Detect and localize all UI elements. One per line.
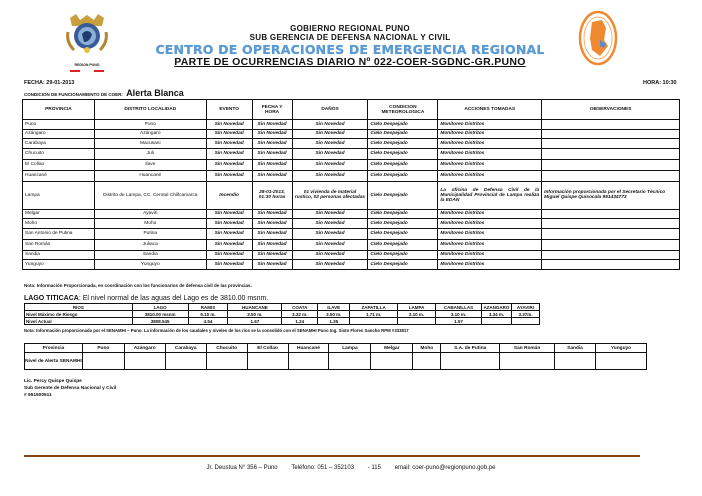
footer-phone: Teléfono: 051 – 352103	[291, 465, 355, 471]
lake-cell: 1.71 m.	[350, 311, 398, 318]
col-distrito: DISTRITO LOCALIDAD	[94, 100, 206, 120]
table-cell	[542, 148, 680, 159]
table-cell: Sin Novedad	[292, 260, 368, 270]
coer-condition	[24, 88, 184, 98]
table-cell: Sin Novedad	[206, 139, 252, 149]
col-danos: DAÑOS	[292, 100, 368, 120]
table-row	[23, 148, 680, 159]
table-cell: Sin Novedad	[206, 219, 252, 229]
lake-cell	[481, 318, 511, 325]
table-cell: Monitoreo Distritos	[438, 219, 542, 229]
signature-block	[24, 378, 116, 399]
alert-status: Alerta Blanca	[126, 88, 184, 98]
table-cell	[542, 120, 680, 130]
lake-cell: 3.50 m.	[318, 311, 350, 318]
alert-row-label: Nivel de Alerta SENAMHI	[25, 353, 83, 370]
table-cell: Yunguyo	[23, 260, 95, 270]
alert-col-header: S.A. de Putina	[441, 344, 500, 353]
table-cell: Sin Novedad	[206, 170, 252, 181]
table-cell: El Collao	[23, 159, 95, 170]
alert-col-header: Huancané	[288, 344, 329, 353]
alert-cell	[329, 353, 371, 370]
lake-cell: 3.10 m.	[398, 311, 436, 318]
table-cell: Sin Novedad	[206, 129, 252, 139]
table-row	[23, 260, 680, 270]
table-cell: Sin Novedad	[206, 120, 252, 130]
table-cell: Cielo Despejado	[368, 120, 438, 130]
table-cell: Monitoreo Distritos	[438, 139, 542, 149]
lake-title	[24, 295, 268, 302]
table-row	[23, 159, 680, 170]
table-cell: Sin Novedad	[292, 228, 368, 239]
table-cell: Monitoreo Distritos	[438, 260, 542, 270]
table-cell: Monitoreo Distritos	[438, 129, 542, 139]
table-cell: Cielo Despejado	[368, 139, 438, 149]
table-cell: Monitoreo Distritos	[438, 228, 542, 239]
provinces-note: Nota: Información Proporcionada, en coordinación con los funcionarios de defensa civil de las provincias.	[24, 283, 252, 288]
table-cell: Cielo Despejado	[368, 219, 438, 229]
table-cell: Moho	[94, 219, 206, 229]
table-cell: Sin Novedad	[206, 239, 252, 250]
table-cell: Azángaro	[94, 129, 206, 139]
report-date: FECHA: 29-01-2013	[24, 80, 75, 86]
lake-cell: 3.37m.	[511, 311, 539, 318]
alert-cell	[441, 353, 500, 370]
table-cell: Lampa	[23, 181, 95, 209]
lake-col-header: ZAPATILLA	[350, 304, 398, 311]
table-cell: Puno	[23, 120, 95, 130]
table-cell: 01 vivienda de material rustico, 02 personas afectadas	[292, 181, 368, 209]
lake-col-header: COATA	[282, 304, 318, 311]
table-cell: Cielo Despejado	[368, 170, 438, 181]
col-provincia: PROVINCIA	[23, 100, 95, 120]
footer-address: Jr. Deustua N° 356 – Puno	[206, 465, 278, 471]
alert-cell	[413, 353, 441, 370]
footer-extension: - 115	[367, 465, 381, 471]
alert-cell	[82, 353, 124, 370]
table-row	[23, 228, 680, 239]
table-cell: Cielo Despejado	[368, 148, 438, 159]
table-cell	[542, 250, 680, 260]
table-cell: Monitoreo Distritos	[438, 159, 542, 170]
table-row	[23, 181, 680, 209]
table-cell: Sin Novedad	[292, 219, 368, 229]
table-cell: Carabaya	[23, 139, 95, 149]
lake-col-header: AYAVIRI	[511, 304, 539, 311]
table-cell: Sin Novedad	[292, 148, 368, 159]
lake-levels-table	[24, 303, 540, 325]
header-sub-gerencia: SUB GERENCIA DE DEFENSA NACIONAL Y CIVIL	[249, 33, 451, 42]
alert-cell	[288, 353, 329, 370]
table-cell: Sin Novedad	[252, 228, 292, 239]
alert-col-header: Provincia	[25, 344, 83, 353]
table-cell: Sin Novedad	[252, 260, 292, 270]
table-cell: Ayaviri	[94, 209, 206, 219]
alert-cell	[165, 353, 206, 370]
lake-cell: Nivel Actual	[25, 318, 133, 325]
table-cell: Sin Novedad	[252, 219, 292, 229]
alert-cell	[595, 353, 646, 370]
signer-role: Sub Gerente de Defensa Nacional y Civil	[24, 386, 117, 391]
table-cell: San Román	[23, 239, 95, 250]
alert-col-header: Carabaya	[165, 344, 206, 353]
table-cell: Sin Novedad	[206, 260, 252, 270]
lake-cell: 1.57	[436, 318, 482, 325]
table-cell: Sin Novedad	[292, 250, 368, 260]
document-title: PARTE DE OCURRENCIAS DIARIO Nº 022-COER-SGDNC-GR.PUNO	[174, 56, 526, 68]
occurrences-table	[22, 99, 680, 270]
alert-cell	[371, 353, 413, 370]
table-cell: Sin Novedad	[292, 159, 368, 170]
alert-cell	[247, 353, 288, 370]
signer-phone: # 951500511	[24, 393, 52, 398]
table-cell: Monitoreo Distritos	[438, 250, 542, 260]
alert-col-header: El Collao	[247, 344, 288, 353]
table-cell: Cielo Despejado	[368, 260, 438, 270]
table-row	[23, 250, 680, 260]
table-cell	[542, 209, 680, 219]
table-header-row	[23, 100, 680, 120]
table-cell: Cielo Despejado	[368, 181, 438, 209]
table-cell	[542, 239, 680, 250]
condition-label: CONDICION DE FUNCIONAMIENTO DE COER:	[24, 92, 123, 97]
lake-cell: 3810.00 msnm	[132, 311, 188, 318]
footer-email[interactable]: email: coer-puno@regionpuno.gob.pe	[394, 465, 496, 471]
table-cell: Monitoreo Distritos	[438, 209, 542, 219]
table-cell: Sin Novedad	[206, 159, 252, 170]
table-cell: Juliaca	[94, 239, 206, 250]
lake-cell: 5.10 m.	[188, 311, 228, 318]
table-cell: Sin Novedad	[252, 209, 292, 219]
table-cell: Sandia	[23, 250, 95, 260]
table-cell: Sin Novedad	[206, 250, 252, 260]
lake-cell: 1.24	[282, 318, 318, 325]
alert-cell	[206, 353, 247, 370]
table-cell: Monitoreo Distritos	[438, 170, 542, 181]
table-row	[23, 219, 680, 229]
table-cell: Ilave	[94, 159, 206, 170]
lake-cell	[350, 318, 398, 325]
table-cell: Huancané	[23, 170, 95, 181]
table-cell: Yunguyo	[94, 260, 206, 270]
table-cell: Melgar	[23, 209, 95, 219]
table-cell: Cielo Despejado	[368, 239, 438, 250]
col-condicion: CONDICION METEOROLOGICA	[368, 100, 438, 120]
table-cell: Cielo Despejado	[368, 250, 438, 260]
header-gobierno-regional: GOBIERNO REGIONAL PUNO	[290, 24, 410, 33]
alert-cell	[555, 353, 596, 370]
gobierno-regional-puno-logo	[62, 12, 112, 70]
lake-cell: 4.54	[188, 318, 228, 325]
alert-cell	[124, 353, 165, 370]
lake-cell: 1.67	[228, 318, 282, 325]
lake-cell: 1.35	[318, 318, 350, 325]
alert-col-header: Azángaro	[124, 344, 165, 353]
table-cell: Sin Novedad	[252, 120, 292, 130]
lake-cell: 3.32 m.	[282, 311, 318, 318]
table-cell: Cielo Despejado	[368, 159, 438, 170]
alert-col-header: Sandia	[555, 344, 596, 353]
logo-red-bars	[70, 70, 104, 72]
table-cell: Sin Novedad	[252, 170, 292, 181]
table-cell: San Antonio de Putina	[23, 228, 95, 239]
lake-cell: 3808.545	[132, 318, 188, 325]
alert-col-header: Moho	[413, 344, 441, 353]
lake-cell: 3.10 m.	[436, 311, 482, 318]
table-cell: Sin Novedad	[292, 170, 368, 181]
lake-col-header: CABANILLAS	[436, 304, 482, 311]
table-cell: 28-01-2013, 01:30 horas	[252, 181, 292, 209]
alert-col-header: Melgar	[371, 344, 413, 353]
table-cell: Juli	[94, 148, 206, 159]
senamhi-alert-table	[24, 343, 647, 370]
alert-col-header: Lampa	[329, 344, 371, 353]
coer-puno-logo	[578, 10, 618, 66]
table-cell: Sandia	[94, 250, 206, 260]
table-row	[23, 129, 680, 139]
alert-header-row	[25, 344, 647, 353]
table-cell: Sin Novedad	[292, 139, 368, 149]
lake-header-row	[25, 304, 540, 311]
logo-caption: REGION PUNO	[74, 63, 100, 67]
table-cell: Azángaro	[23, 129, 95, 139]
col-observaciones: OBSERVACIONES	[542, 100, 680, 120]
table-cell: Moho	[23, 219, 95, 229]
table-cell: Puno	[94, 120, 206, 130]
table-cell: Sin Novedad	[292, 239, 368, 250]
table-cell: Monitoreo Distritos	[438, 148, 542, 159]
table-cell	[542, 159, 680, 170]
table-cell: Huancané	[94, 170, 206, 181]
table-cell	[542, 129, 680, 139]
table-cell	[542, 170, 680, 181]
table-cell: Cielo Despejado	[368, 209, 438, 219]
table-row	[23, 239, 680, 250]
table-cell: Información proporcionada por el Secretario Técnico Miguel Quispe Quisocala 951434773	[542, 181, 680, 209]
table-cell: Macusani	[94, 139, 206, 149]
lake-col-header: AZANGARO	[483, 304, 510, 310]
col-acciones: ACCIONES TOMADAS	[438, 100, 542, 120]
footer	[0, 465, 702, 471]
table-cell: Sin Novedad	[206, 148, 252, 159]
lake-col-header: ILAVE	[318, 304, 350, 311]
table-cell: Sin Novedad	[252, 129, 292, 139]
alert-col-header: Chucuito	[206, 344, 247, 353]
lake-col-header: RIOS	[25, 304, 133, 311]
alert-col-header: San Román	[500, 344, 555, 353]
lake-cell	[511, 318, 539, 325]
alert-col-header: Yunguyo	[595, 344, 646, 353]
table-row	[23, 120, 680, 130]
table-cell: La oficina de Defensa Civil de la Municipalidad Provincial de Lampa realiza la EDAN	[438, 181, 542, 209]
lake-col-header: LAGO	[132, 304, 188, 311]
senamhi-note: Nota: Información proporcionada por el SENAMHI – Puno. La información de los caudales y niveles de los rios se la consolidó con el SENAMHI Puno Ing. Sixto Flores Sancho RPM #333817	[24, 328, 409, 333]
alert-values-row	[25, 353, 647, 370]
table-cell: Cielo Despejado	[368, 129, 438, 139]
table-cell: Putina	[94, 228, 206, 239]
footer-divider	[24, 455, 640, 457]
lake-col-header: LAMPA	[398, 304, 436, 311]
lake-row	[25, 311, 540, 318]
table-row	[23, 139, 680, 149]
table-cell	[542, 139, 680, 149]
alert-col-header: Puno	[82, 344, 124, 353]
lake-row	[25, 318, 540, 325]
table-cell	[542, 228, 680, 239]
lake-col-header: HUANCANE	[228, 304, 282, 311]
table-cell: Sin Novedad	[292, 209, 368, 219]
lake-cell: 3.50 m.	[228, 311, 282, 318]
lake-cell: Nivel Máximo de Riesgo	[25, 311, 133, 318]
lake-name: LAGO TITICACA	[24, 295, 79, 302]
table-cell: Distrito de Lampa, CC. Cerotal Chillcamarca	[94, 181, 206, 209]
report-time: HORA: 10:30	[643, 80, 677, 86]
table-cell: Monitoreo Distritos	[438, 239, 542, 250]
lake-normal-level: : El nivel normal de las aguas del Lago es de 3810.00 msnm.	[78, 295, 269, 302]
table-cell: Cielo Despejado	[368, 228, 438, 239]
table-cell: Incendio	[206, 181, 252, 209]
col-evento: EVENTO	[206, 100, 252, 120]
table-cell: Monitoreo Distritos	[438, 120, 542, 130]
lake-cell: 3.34 m.	[481, 311, 511, 318]
table-row	[23, 209, 680, 219]
table-cell: Sin Novedad	[252, 250, 292, 260]
table-cell: Sin Novedad	[206, 228, 252, 239]
table-cell: Sin Novedad	[206, 209, 252, 219]
col-fecha-hora: FECHA Y HORA	[252, 100, 292, 120]
table-cell: Sin Novedad	[292, 120, 368, 130]
table-cell: Sin Novedad	[252, 159, 292, 170]
lake-col-header: RAMIS	[188, 304, 228, 311]
table-row	[23, 170, 680, 181]
lake-cell	[398, 318, 436, 325]
signer-name: Lic. Percy Quispe Quispe	[24, 379, 82, 384]
table-cell: Chucuito	[23, 148, 95, 159]
table-cell: Sin Novedad	[292, 129, 368, 139]
table-cell: Sin Novedad	[252, 239, 292, 250]
table-cell: Sin Novedad	[252, 139, 292, 149]
header-centro-operaciones: CENTRO DE OPERACIONES DE EMERGENCIA REGIONAL	[155, 42, 545, 57]
table-cell: Sin Novedad	[252, 148, 292, 159]
table-cell	[542, 219, 680, 229]
alert-cell	[500, 353, 555, 370]
table-cell	[542, 260, 680, 270]
